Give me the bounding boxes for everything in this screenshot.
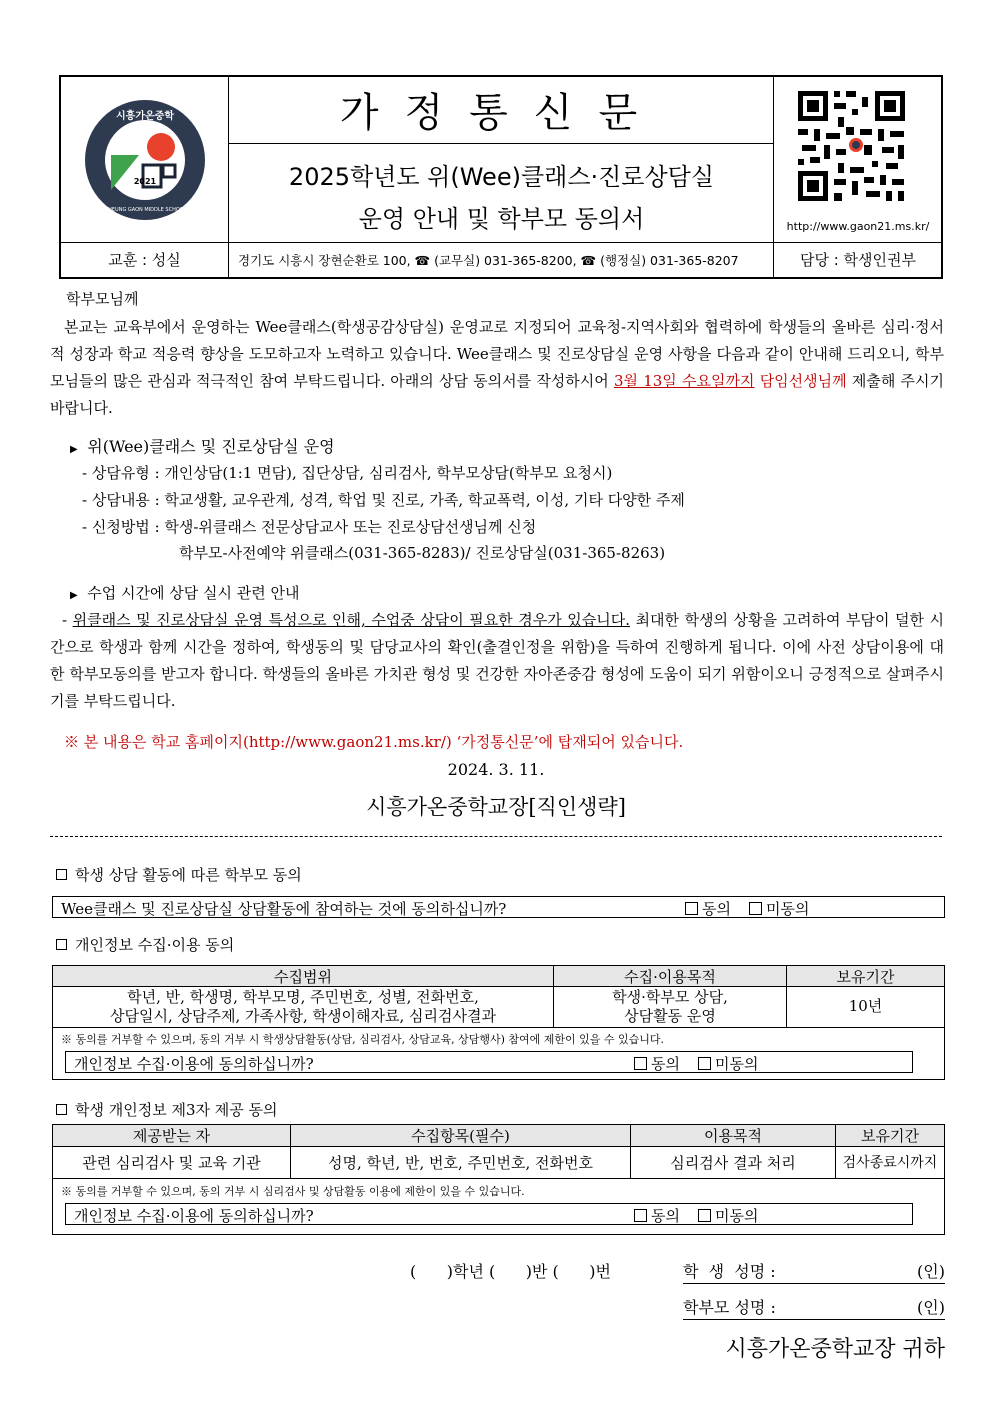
consent1-agree[interactable]: 동의: [685, 898, 731, 919]
school-motto: 교훈 : 성실: [108, 251, 181, 269]
header-frame: [59, 75, 943, 279]
subtitle-line2: 운영 안내 및 학부모 동의서: [358, 205, 645, 233]
table-cell: 10년: [787, 987, 944, 1028]
table-cell: 성명, 학년, 반, 번호, 주민번호, 전화번호: [291, 1147, 631, 1179]
logo-sub: SIHEUNG GAON MIDDLE SCHOOL: [103, 207, 187, 213]
greeting: 학부모님께: [66, 290, 139, 308]
col-header: 수집항목(필수): [291, 1125, 631, 1147]
closing: 시흥가온중학교장 귀하: [725, 1337, 945, 1362]
notice: ※ 본 내용은 학교 홈페이지(http://www.gaon21.ms.kr/) ‘가정통신문’에 탑재되어 있습니다.: [64, 733, 684, 751]
student-seal: (인): [917, 1262, 945, 1281]
school-address: 경기도 시흥시 장현순환로 100, ☎ (교무실) 031-365-8200, ☎ (행정실) 031-365-8207: [238, 253, 739, 268]
school-url[interactable]: http://www.gaon21.ms.kr/: [786, 220, 930, 233]
table-cell: 학년, 반, 학생명, 학부모명, 주민번호, 성별, 전화번호, 상담일시, 상담주제, 가족사항, 학생이해자료, 심리검사결과: [53, 987, 554, 1028]
checkbox[interactable]: [749, 902, 762, 915]
consent1-heading: 학생 상담 활동에 따른 학부모 동의: [56, 864, 302, 885]
consent3-agree[interactable]: 동의: [634, 1205, 680, 1226]
consent1-box: [52, 896, 945, 918]
school-logo: [81, 85, 209, 235]
triangle-icon: ▶: [70, 590, 78, 601]
deadline: 3월 13일 수요일까지: [613, 372, 755, 390]
page-title: 가정통신문: [339, 90, 664, 136]
col-header: 수집·이용목적: [554, 966, 787, 987]
principal-name: 시흥가온중학교장[직인생략]: [366, 795, 626, 819]
consent3-question: 개인정보 수집·이용에 동의하십니까?: [74, 1207, 314, 1225]
checkbox[interactable]: [685, 902, 698, 915]
student-name-field[interactable]: [683, 1259, 945, 1284]
consent1-disagree[interactable]: 미동의: [749, 898, 809, 919]
logo-text: 시흥가온중학교: [116, 111, 174, 137]
section1-heading: ▶ 위(Wee)클래스 및 진로상담실 운영: [70, 437, 335, 456]
consent3-table: [52, 1124, 945, 1235]
checkbox[interactable]: [634, 1209, 647, 1222]
consent2-question: 개인정보 수집·이용에 동의하십니까?: [74, 1055, 314, 1073]
consent2-note: ※ 동의를 거부할 수 있으며, 동의 거부 시 학생상담활동(상담, 심리검사, 상담교육, 상담행사) 참여에 제한이 있을 수 있습니다.: [61, 1033, 665, 1046]
consent2-disagree[interactable]: 미동의: [698, 1053, 758, 1074]
consent2-table: [52, 965, 945, 1080]
department-label: 담당 : 학생인권부: [799, 251, 917, 269]
col-header: 보유기간: [836, 1125, 944, 1147]
col-header: 보유기간: [787, 966, 944, 987]
parent-name-label: 학부모 성명 :: [683, 1298, 776, 1317]
col-header: 수집범위: [53, 966, 554, 987]
checkbox[interactable]: [698, 1057, 711, 1070]
section2-heading: ▶ 수업 시간에 상담 실시 관련 안내: [70, 584, 300, 602]
table-cell: 검사종료시까지: [836, 1147, 944, 1179]
col-header: 이용목적: [631, 1125, 836, 1147]
consent2-heading: 개인정보 수집·이용 동의: [56, 934, 234, 955]
parent-seal: (인): [917, 1298, 945, 1317]
class-number-field[interactable]: ( )학년 ( )반 ( )번: [410, 1262, 611, 1281]
parent-name-field[interactable]: [683, 1295, 945, 1320]
col-header: 제공받는 자: [53, 1125, 291, 1147]
cut-line: [50, 836, 942, 837]
logo-year: 2021: [133, 177, 157, 186]
intro-paragraph: 본교는 교육부에서 운영하는 Wee클래스(학생공감상담실) 운영교로 지정되어 교육청-지역사회와 협력하에 학생들의 올바른 심리·정서적 성장과 학교 적응력 향상을 도모하고자 노력하고 있습니다. Wee클래스 및 진로상담실 운영 사항을 다음과 같이 안내해 드리오니, 학부모님들의 많은 관심과 적극적인 참여 부탁드립니다. 아래의 상담 동의서를 작성하시어 3월 13일 수요일까지 담임선생님께 제출해 주시기 바랍니다.: [50, 318, 944, 417]
table-cell: 학생·학부모 상담, 상담활동 운영: [554, 987, 787, 1028]
section1-line: - 상담내용 : 학교생활, 교우관계, 성격, 학업 및 진로, 가족, 학교폭력, 이성, 기타 다양한 주제: [82, 491, 685, 509]
consent3-disagree[interactable]: 미동의: [698, 1205, 758, 1226]
qr-code: [794, 87, 909, 205]
subtitle-line1: 2025학년도 위(Wee)클래스·진로상담실: [288, 163, 715, 191]
issue-date: 2024. 3. 11.: [447, 760, 545, 779]
section1-line: - 신청방법 : 학생-위클래스 전문상담교사 또는 진로상담선생님께 신청: [82, 518, 537, 536]
square-icon: [56, 939, 67, 950]
section1-line: 학부모-사전예약 위클래스(031-365-8283)/ 진로상담실(031-365-8263): [179, 544, 666, 562]
section2-paragraph: - 위클래스 및 진로상담실 운영 특성으로 인해, 수업중 상담이 필요한 경우가 있습니다. 최대한 학생의 상황을 고려하여 부담이 덜한 시간으로 학생과 함께 시간을 정하여, 학생동의 및 담당교사의 확인(출결인정을 위함)을 득하여 진행하게 됩니다. 이에 사전 상담이용에 대한 학부모동의를 받고자 합니다. 학생들의 올바른 가치관 형성 및 건강한 자아존중감 형성에 도움이 되기 위함이오니 긍정적으로 살펴주시기를 부탁드립니다.: [50, 611, 944, 710]
checkbox[interactable]: [698, 1209, 711, 1222]
student-name-label: 학 생 성명 :: [683, 1262, 776, 1281]
table-cell: 관련 심리검사 및 교육 기관: [53, 1147, 291, 1179]
consent1-question: Wee클래스 및 진로상담실 상담활동에 참여하는 것에 동의하십니까?: [61, 900, 507, 918]
consent3-question-box: [65, 1203, 913, 1225]
consent2-question-box: [65, 1051, 913, 1073]
square-icon: [56, 1104, 67, 1115]
section1-line: - 상담유형 : 개인상담(1:1 면담), 집단상담, 심리검사, 학부모상담(학부모 요청시): [82, 464, 613, 482]
consent3-heading: 학생 개인정보 제3자 제공 동의: [56, 1099, 278, 1120]
consent2-agree[interactable]: 동의: [634, 1053, 680, 1074]
consent3-note: ※ 동의를 거부할 수 있으며, 동의 거부 시 심리검사 및 상담활동 이용에 제한이 있을 수 있습니다.: [61, 1185, 525, 1198]
square-icon: [56, 869, 67, 880]
checkbox[interactable]: [634, 1057, 647, 1070]
table-cell: 심리검사 결과 처리: [631, 1147, 836, 1179]
triangle-icon: ▶: [70, 444, 78, 455]
homeroom-teacher: 담임선생님께: [759, 372, 847, 390]
